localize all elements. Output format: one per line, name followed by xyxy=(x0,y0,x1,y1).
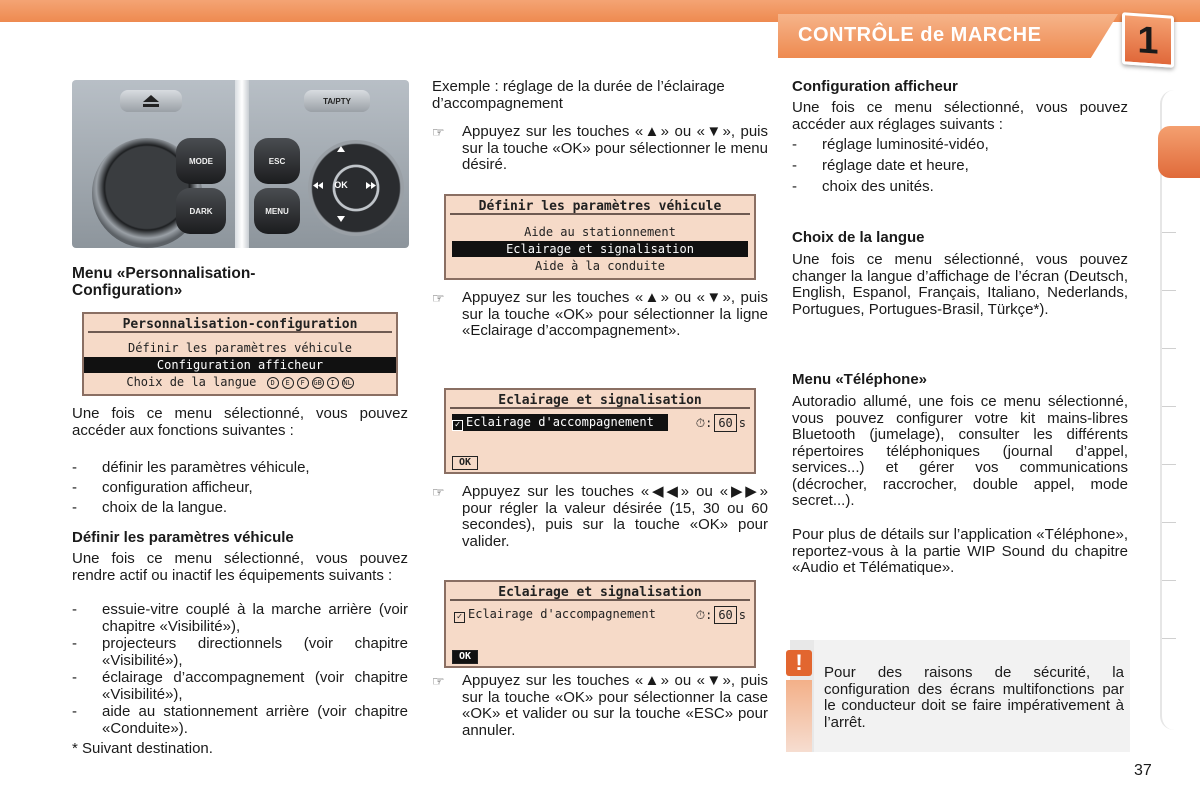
intro-text: Une fois ce menu sélectionné, vous pouvez accéder aux fonctions suivantes : xyxy=(72,405,408,439)
lcd-lighting-ok xyxy=(444,580,756,668)
chapter-tab-mark xyxy=(1162,464,1176,465)
timer-setting: ⏱: 60 s xyxy=(695,416,746,430)
page-header xyxy=(0,0,1200,78)
language-flag-icon: I xyxy=(327,377,339,389)
warning-icon: ! xyxy=(786,650,812,676)
chapter-tab-mark xyxy=(1162,638,1176,639)
console-illustration xyxy=(72,80,409,248)
language-heading: Choix de la langue xyxy=(792,229,925,246)
check-icon: ✓ xyxy=(452,420,463,431)
list-item-text: projecteurs directionnels (voir chapitre «Visibilité»), xyxy=(102,635,408,669)
lcd-ok-box: OK xyxy=(452,456,478,470)
timer-unit: s xyxy=(738,608,746,622)
lcd-option: Aide au stationnement xyxy=(524,225,676,239)
up-arrow-icon xyxy=(337,146,345,152)
list-item-text: configuration afficheur, xyxy=(102,479,253,496)
menu-button: MENU xyxy=(254,188,300,234)
divider-bar xyxy=(235,80,249,248)
ok-button: OK xyxy=(334,180,348,190)
timer-setting: ⏱: 60 s xyxy=(695,608,746,622)
step-text: Appuyez sur les touches «▲» ou «▼», puis sur la touche «OK» pour sélectionner la case «OK» et valider ou sur la touche «ESC» pour annuler. xyxy=(462,672,768,739)
pointing-hand-icon: ☞ xyxy=(432,124,445,140)
timer-value: 60 xyxy=(714,414,736,432)
example-text: Exemple : réglage de la durée de l’éclairage d’accompagnement xyxy=(432,78,725,112)
list-item-text: définir les paramètres véhicule, xyxy=(102,459,310,476)
pointing-hand-icon: ☞ xyxy=(432,290,445,306)
step-text: Appuyez sur les touches «▲» ou «▼», puis sur la touche «OK» pour sélectionner le menu désiré. xyxy=(462,123,768,173)
step-text: Appuyez sur les touches «▲» ou «▼», puis sur la touche «OK» pour sélectionner la ligne «Eclairage d’accompagnement». xyxy=(462,289,768,339)
phone-heading: Menu «Téléphone» xyxy=(792,371,928,388)
lcd-row-label: Eclairage d'accompagnement xyxy=(468,607,656,621)
lcd-title: Définir les paramètres véhicule xyxy=(450,198,750,215)
lcd-ok-box-selected: OK xyxy=(452,650,478,664)
vehicle-intro: Une fois ce menu sélectionné, vous pouvez rendre actif ou inactif les équipements suivants : xyxy=(72,550,408,584)
pointing-hand-icon: ☞ xyxy=(432,484,445,500)
page-title: CONTRÔLE de MARCHE xyxy=(798,24,1042,46)
language-flag-icon: F xyxy=(297,377,309,389)
chapter-tabs-rail xyxy=(1160,90,1188,730)
lcd-option: Aide à la conduite xyxy=(534,259,666,273)
list-item: - projecteurs directionnels (voir chapitre «Visibilité»), xyxy=(72,635,408,669)
dark-button: DARK xyxy=(176,188,226,234)
lcd-title: Eclairage et signalisation xyxy=(450,392,750,409)
lcd-personnalisation xyxy=(82,312,398,396)
chapter-tab-mark xyxy=(1162,522,1176,523)
pointing-hand-icon: ☞ xyxy=(432,673,445,689)
chapter-tab-mark xyxy=(1162,232,1176,233)
phone-more-text: Pour plus de détails sur l’application «Téléphone», reportez-vous à la partie WIP Sound du chapitre «Audio et Télématique». xyxy=(792,526,1128,576)
chapter-badge xyxy=(1122,12,1174,68)
lcd-option-label: Choix de la langue xyxy=(126,375,257,389)
list-item: - réglage luminosité-vidéo, xyxy=(792,137,1128,154)
clock-icon: ⏱ xyxy=(695,416,706,430)
chapter-number: 1 xyxy=(1137,19,1159,63)
list-item-text: choix des unités. xyxy=(822,178,934,195)
lcd-option-selected: Configuration afficheur xyxy=(84,357,396,373)
warning-text: Pour des raisons de sécurité, la configuration des écrans multifonctions par le conducteur doit se faire impérativement à l’arrêt. xyxy=(824,664,1124,731)
rewind-icon xyxy=(313,182,323,189)
language-flag-icon: NL xyxy=(343,379,352,387)
esc-button: ESC xyxy=(254,138,300,184)
list-item: - éclairage d’accompagnement (voir chapitre «Visibilité»), xyxy=(72,669,408,703)
language-flag-icon: GB xyxy=(313,379,322,387)
chapter-tab-mark xyxy=(1162,348,1176,349)
timer-value: 60 xyxy=(714,606,736,624)
lcd-title: Eclairage et signalisation xyxy=(450,584,750,601)
lcd-row-label: Eclairage d'accompagnement xyxy=(466,415,654,429)
lcd-option-selected: Eclairage et signalisation xyxy=(452,241,748,257)
eject-icon xyxy=(120,90,182,112)
warning-stripe xyxy=(786,680,812,752)
language-text: Une fois ce menu sélectionné, vous pouvez changer la langue d’affichage de l’écran (Deutsch, English, Espanol, Français, Italiano, Nederlands, Portugues, Portugues-Brasil, Türkçe*). xyxy=(792,251,1128,318)
list-item-text: essuie-vitre couplé à la marche arrière (voir chapitre «Visibilité»), xyxy=(102,601,408,635)
timer-unit: s xyxy=(738,416,746,430)
down-arrow-icon xyxy=(337,216,345,222)
lcd-vehicle-params xyxy=(444,194,756,280)
clock-icon: ⏱ xyxy=(695,608,706,622)
lcd-option xyxy=(84,374,396,390)
lcd-title: Personnalisation-configuration xyxy=(88,316,392,333)
list-item-text: réglage luminosité-vidéo, xyxy=(822,136,989,153)
language-flags xyxy=(264,375,354,389)
vehicle-heading: Définir les paramètres véhicule xyxy=(72,529,294,546)
footnote: * Suivant destination. xyxy=(72,740,213,757)
lcd-row-selected xyxy=(452,414,668,431)
fast-forward-icon xyxy=(366,182,376,189)
list-item-text: réglage date et heure, xyxy=(822,157,969,174)
list-item-text: choix de la langue. xyxy=(102,499,228,516)
display-intro: Une fois ce menu sélectionné, vous pouvez accéder aux réglages suivants : xyxy=(792,99,1128,133)
step-text: Appuyez sur les touches «◀◀» ou «▶▶» pour régler la valeur désirée (15, 30 ou 60 secondes), puis sur la touche «OK» pour valider. xyxy=(462,483,768,550)
list-item: - aide au stationnement arrière (voir chapitre «Conduite»). xyxy=(72,703,408,737)
ta-pty-button: TA/PTY xyxy=(304,90,370,112)
chapter-tab-mark xyxy=(1162,406,1176,407)
list-item: - réglage date et heure, xyxy=(792,158,1128,175)
phone-text: Autoradio allumé, une fois ce menu sélectionné, vous pouvez configurer votre kit mains-libres Bluetooth (jumelage), consulter les différents répertoires téléphoniques (journal d’appel, services...) et gérer vos communications (décrocher, raccrocher, double appel, mode secret...). xyxy=(792,393,1128,509)
language-flag-icon: E xyxy=(282,377,294,389)
check-icon: ✓ xyxy=(454,612,465,623)
list-item: - essuie-vitre couplé à la marche arrière (voir chapitre «Visibilité»), xyxy=(72,601,408,635)
chapter-tab-active xyxy=(1158,126,1200,178)
chapter-tab-mark xyxy=(1162,580,1176,581)
language-flag-icon: D xyxy=(267,377,279,389)
mode-button: MODE xyxy=(176,138,226,184)
list-item: - choix des unités. xyxy=(792,179,1128,196)
chapter-tab-mark xyxy=(1162,290,1176,291)
lcd-lighting xyxy=(444,388,756,474)
page-number: 37 xyxy=(1134,762,1152,779)
display-heading: Configuration afficheur xyxy=(792,78,958,95)
list-item: - définir les paramètres véhicule, xyxy=(72,460,408,477)
list-item: - configuration afficheur, xyxy=(72,480,408,497)
list-item-text: aide au stationnement arrière (voir chapitre «Conduite»). xyxy=(102,703,408,737)
list-item-text: éclairage d’accompagnement (voir chapitre «Visibilité»), xyxy=(102,669,408,703)
lcd-option: Définir les paramètres véhicule xyxy=(128,341,352,355)
menu-heading: Menu «Personnalisation-Configuration» xyxy=(72,265,256,299)
list-item: - choix de la langue. xyxy=(72,500,408,517)
